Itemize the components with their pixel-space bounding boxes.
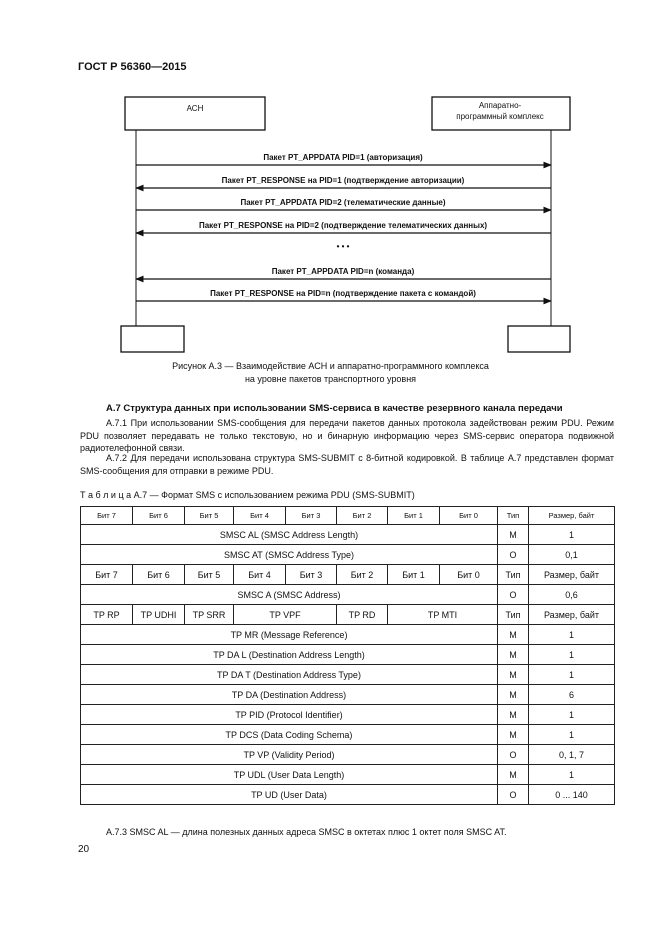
field-name: TP DCS (Data Coding Schema) bbox=[81, 725, 498, 745]
field-name: SMSC AL (SMSC Address Length) bbox=[81, 525, 498, 545]
field-size: 0,1 bbox=[529, 545, 615, 565]
bit-header: Бит 6 bbox=[133, 565, 185, 585]
size-header: Размер, байт bbox=[529, 507, 615, 525]
field-type: M bbox=[498, 705, 529, 725]
section-title: А.7 Структура данных при использовании SMS-сервиса в качестве резервного канала передачи bbox=[106, 403, 563, 414]
field-size: 1 bbox=[529, 725, 615, 745]
field-name: TP DA T (Destination Address Type) bbox=[81, 665, 498, 685]
field-name: TP DA (Destination Address) bbox=[81, 685, 498, 705]
paragraph-a72 bbox=[80, 452, 614, 477]
size-header: Размер, байт bbox=[529, 605, 615, 625]
bit-header: Бит 1 bbox=[388, 507, 440, 525]
field-name: TP PID (Protocol Identifier) bbox=[81, 705, 498, 725]
field-size: 1 bbox=[529, 525, 615, 545]
document-header: ГОСТ Р 56360—2015 bbox=[78, 61, 187, 73]
table-row bbox=[81, 705, 615, 725]
sequence-diagram bbox=[0, 0, 661, 360]
paragraph-a72-text: А.7.2 Для передачи использована структура SMS-SUBMIT с 8-битной кодировкой. В таблице А.7 представлен формат SMS-сообщения для отправки в режиме PDU. bbox=[80, 453, 614, 476]
message-label: Пакет PT_RESPONSE на PID=1 (подтверждение авторизации) bbox=[221, 176, 465, 185]
table-row bbox=[81, 545, 615, 565]
tp-vpf-cell: TP VPF bbox=[234, 605, 337, 625]
message-label: Пакет PT_APPDATA PID=n (команда) bbox=[271, 267, 415, 276]
field-name: TP UD (User Data) bbox=[81, 785, 498, 805]
field-size: 1 bbox=[529, 665, 615, 685]
field-name: TP VP (Validity Period) bbox=[81, 745, 498, 765]
tp-udhi-cell: TP UDHI bbox=[133, 605, 185, 625]
field-name: TP DA L (Destination Address Length) bbox=[81, 645, 498, 665]
field-type: M bbox=[498, 765, 529, 785]
bit-header: Бит 7 bbox=[81, 565, 133, 585]
field-name: TP UDL (User Data Length) bbox=[81, 765, 498, 785]
table-row bbox=[81, 645, 615, 665]
field-size: 0, 1, 7 bbox=[529, 745, 615, 765]
sms-format-table bbox=[80, 506, 615, 805]
field-size: 1 bbox=[529, 765, 615, 785]
table-row-tp-flags bbox=[81, 605, 615, 625]
tp-srr-cell: TP SRR bbox=[185, 605, 234, 625]
table-row bbox=[81, 525, 615, 545]
field-type: M bbox=[498, 725, 529, 745]
bit-header: Бит 5 bbox=[185, 507, 234, 525]
paragraph-a71-text: А.7.1 При использовании SMS-сообщения для передачи пакетов данных протокола задействован режим PDU. Режим PDU позволяет передавать не только текстовую, но и бинарную информацию через SMS-сервис оператора подвижной радиотелефонной связи. bbox=[80, 418, 614, 453]
paragraph-a71 bbox=[80, 417, 614, 455]
message-label: Пакет PT_APPDATA PID=1 (авторизация) bbox=[263, 153, 423, 162]
table-row bbox=[81, 725, 615, 745]
table-row bbox=[81, 785, 615, 805]
ash-end-box bbox=[121, 326, 184, 352]
field-size: 0 ... 140 bbox=[529, 785, 615, 805]
table-header-row bbox=[81, 565, 615, 585]
table-row bbox=[81, 765, 615, 785]
field-type: M bbox=[498, 525, 529, 545]
field-type: O bbox=[498, 585, 529, 605]
ash-box-label: АСН bbox=[186, 104, 204, 113]
field-type: O bbox=[498, 785, 529, 805]
size-header: Размер, байт bbox=[529, 565, 615, 585]
field-name: SMSC A (SMSC Address) bbox=[81, 585, 498, 605]
table-row bbox=[81, 685, 615, 705]
field-type: O bbox=[498, 745, 529, 765]
type-header: Тип bbox=[498, 605, 529, 625]
field-name: SMSC AT (SMSC Address Type) bbox=[81, 545, 498, 565]
table-header-row bbox=[81, 507, 615, 525]
table-caption: Т а б л и ц а А.7 — Формат SMS с использованием режима PDU (SMS-SUBMIT) bbox=[80, 490, 415, 500]
bit-header: Бит 0 bbox=[440, 507, 498, 525]
bit-header: Бит 5 bbox=[185, 565, 234, 585]
field-type: M bbox=[498, 645, 529, 665]
tp-rd-cell: TP RD bbox=[337, 605, 388, 625]
bit-header: Бит 2 bbox=[337, 565, 388, 585]
message-label: Пакет PT_RESPONSE на PID=n (подтверждение пакета с командой) bbox=[210, 289, 476, 298]
field-type: M bbox=[498, 625, 529, 645]
bit-header: Бит 6 bbox=[133, 507, 185, 525]
tp-rp-cell: TP RP bbox=[81, 605, 133, 625]
field-size: 0,6 bbox=[529, 585, 615, 605]
figure-caption-line-1: Рисунок А.3 — Взаимодействие АСН и аппаратно-программного комплекса bbox=[172, 361, 489, 371]
message-label: Пакет PT_APPDATA PID=2 (телематические данные) bbox=[240, 198, 446, 207]
tp-mti-cell: TP MTI bbox=[388, 605, 498, 625]
complex-box-label-2: программный комплекс bbox=[456, 112, 544, 121]
field-size: 1 bbox=[529, 705, 615, 725]
field-type: M bbox=[498, 685, 529, 705]
field-type: O bbox=[498, 545, 529, 565]
message-label: Пакет PT_RESPONSE на PID=2 (подтверждение телематических данных) bbox=[198, 221, 488, 230]
bit-header: Бит 1 bbox=[388, 565, 440, 585]
table-row bbox=[81, 625, 615, 645]
bit-header: Бит 0 bbox=[440, 565, 498, 585]
ash-box bbox=[125, 97, 265, 130]
bit-header: Бит 4 bbox=[234, 507, 286, 525]
bit-header: Бит 4 bbox=[234, 565, 286, 585]
field-size: 1 bbox=[529, 645, 615, 665]
page-number: 20 bbox=[78, 844, 90, 855]
field-size: 6 bbox=[529, 685, 615, 705]
diagram-ellipsis: • • • bbox=[336, 242, 350, 251]
bit-header: Бит 7 bbox=[81, 507, 133, 525]
bit-header: Бит 3 bbox=[286, 507, 337, 525]
bit-header: Бит 2 bbox=[337, 507, 388, 525]
figure-caption-line-2: на уровне пакетов транспортного уровня bbox=[244, 374, 417, 384]
field-size: 1 bbox=[529, 625, 615, 645]
table-row bbox=[81, 665, 615, 685]
footnote-a73: А.7.3 SMSC AL — длина полезных данных адреса SMSC в октетах плюс 1 октет поля SMSC AT. bbox=[106, 827, 507, 837]
table-row bbox=[81, 585, 615, 605]
table-row bbox=[81, 745, 615, 765]
complex-end-box bbox=[508, 326, 570, 352]
field-name: TP MR (Message Reference) bbox=[81, 625, 498, 645]
field-type: M bbox=[498, 665, 529, 685]
type-header: Тип bbox=[498, 565, 529, 585]
bit-header: Бит 3 bbox=[286, 565, 337, 585]
complex-box-label-1: Аппаратно- bbox=[478, 101, 522, 110]
type-header: Тип bbox=[498, 507, 529, 525]
